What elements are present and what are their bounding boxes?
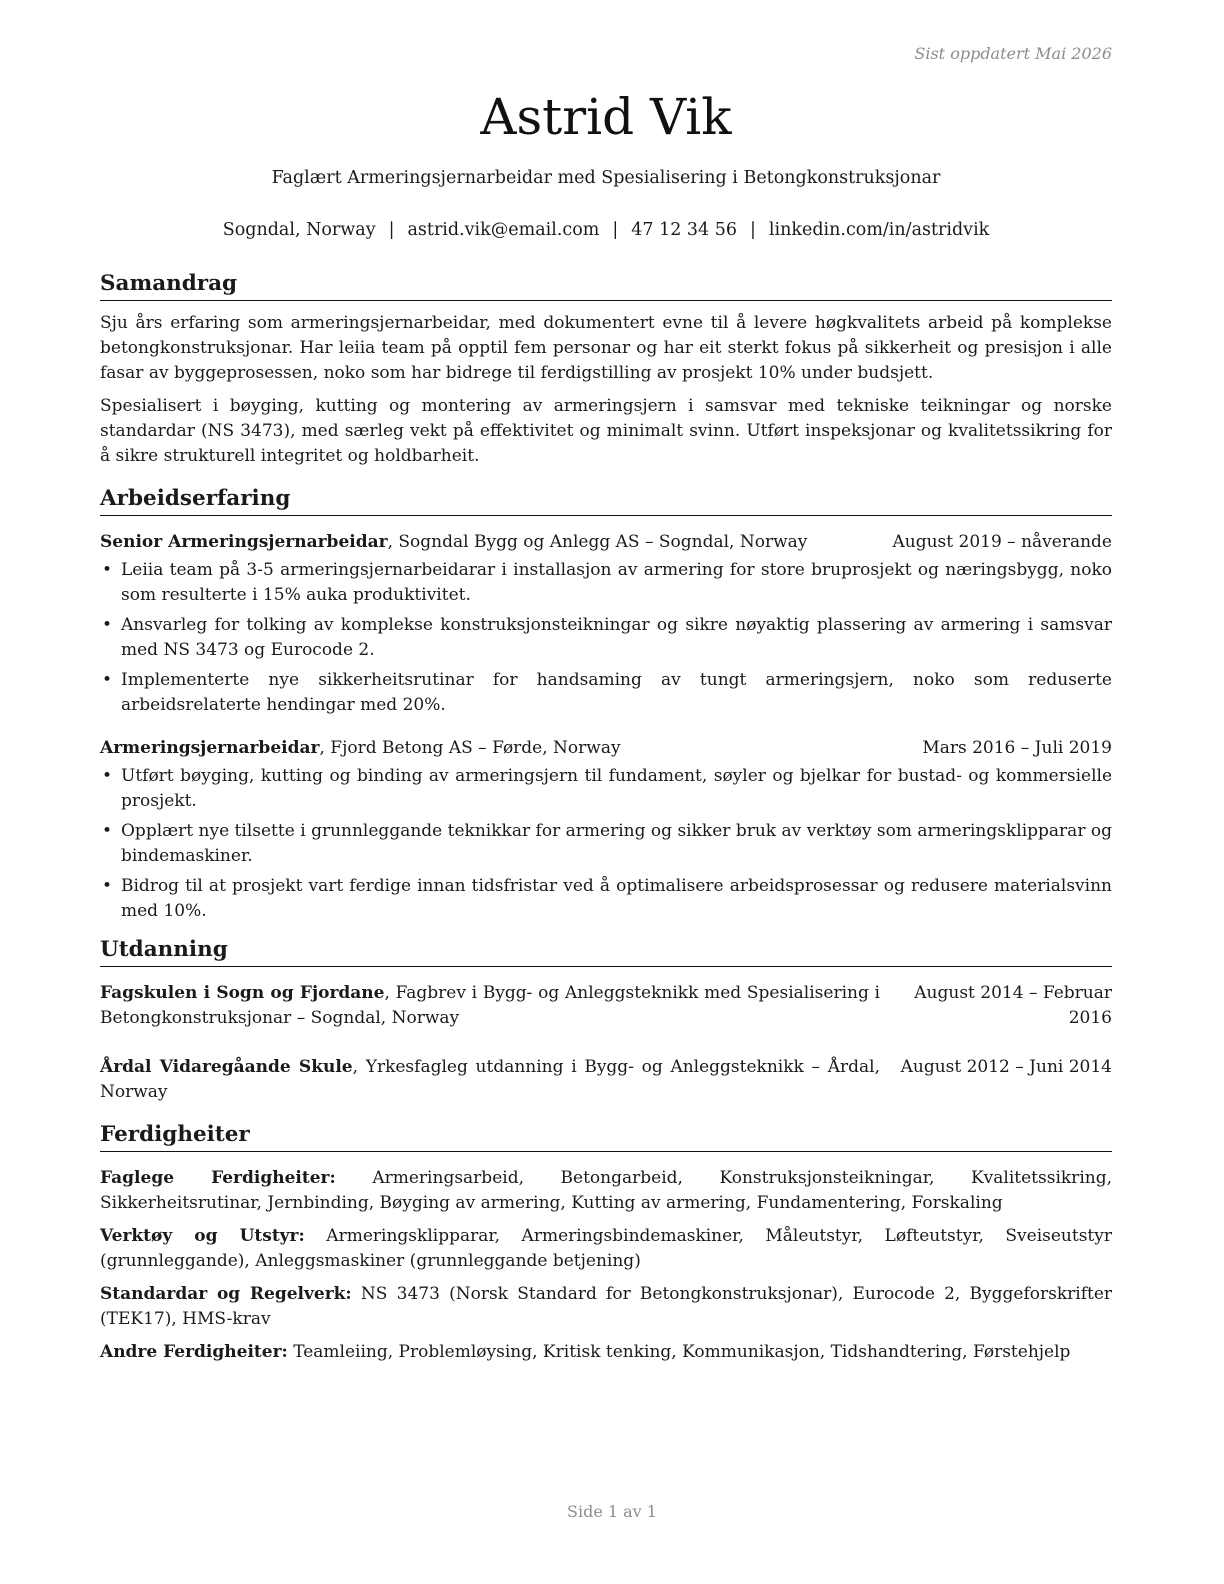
job-bullet: • Utført bøyging, kutting og binding av armeringsjern til fundament, søyler og bjelkar for bustad- og kommersielle prosjekt. <box>100 764 1112 814</box>
education-dates: August 2014 – Februar <box>914 983 1112 1003</box>
last-updated: Sist oppdatert Mai 2026 <box>914 44 1112 63</box>
education-detail: , Yrkesfagleg utdanning i Bygg- og Anleggsteknikk – Årdal, Norway <box>100 1057 880 1102</box>
contact-line <box>100 220 1112 240</box>
job-header <box>100 530 1112 555</box>
professional-title: Faglært Armeringsjernarbeidar med Spesialisering i Betongkonstruksjonar <box>271 168 941 188</box>
job-bullet: • Implementerte nye sikkerheitsrutinar for handsaming av tungt armeringsjern, noko som reduserte arbeidsrelaterte hendingar med 20%. <box>100 668 1112 718</box>
contact-email[interactable]: astrid.vik@email.com <box>407 220 600 240</box>
job-employer: , Sogndal Bygg og Anlegg AS – Sogndal, Norway <box>387 532 808 552</box>
job-dates: Mars 2016 – Juli 2019 <box>922 738 1112 758</box>
contact-phone: 47 12 34 56 <box>631 220 738 240</box>
section-title-summary: Samandrag <box>100 270 1112 301</box>
education-entry <box>100 981 1112 1031</box>
job-header <box>100 736 1112 761</box>
skill-group-label: Standardar og Regelverk: <box>100 1284 352 1304</box>
job-bullet: • Ansvarleg for tolking av komplekse konstruksjonsteikningar og sikre nøyaktig plassering av armering i samsvar med NS 3473 og Eurocode 2. <box>100 613 1112 663</box>
contact-separator: | <box>612 220 619 240</box>
contact-separator: | <box>750 220 756 240</box>
skill-group <box>100 1282 1112 1332</box>
section-title-skills: Ferdigheiter <box>100 1121 1112 1152</box>
skill-group-text: NS 3473 (Norsk Standard for Betongkonstruksjonar), Eurocode 2, Byggeforskrifter (TEK17), HMS-krav <box>100 1284 1113 1329</box>
section-title-education: Utdanning <box>100 936 1112 967</box>
skill-group-text: Armeringsarbeid, Betongarbeid, Konstruksjonsteikningar, Kvalitetssikring, Sikkerheitsrutinar, Jernbinding, Bøyging av armering, Kutting av armering, Fundamentering, Forskaling <box>100 1168 1112 1213</box>
skill-group-label: Faglege Ferdigheiter: <box>100 1168 336 1188</box>
education-dates: 2016 <box>1068 1008 1112 1028</box>
section-title-experience: Arbeidserfaring <box>100 485 1112 516</box>
job-bullet: • Opplært nye tilsette i grunnleggande teknikkar for armering og sikker bruk av verktøy som armeringsklipparar og bindemaskiner. <box>100 819 1112 869</box>
job-dates: August 2019 – nåverande <box>892 532 1112 552</box>
page-number: Side 1 av 1 <box>567 1502 657 1521</box>
contact-location: Sogndal, Norway <box>222 220 376 240</box>
education-school: Fagskulen i Sogn og Fjordane <box>100 983 385 1003</box>
summary-paragraph: Sju års erfaring som armeringsjernarbeidar, med dokumentert evne til å levere høgkvalitets arbeid på komplekse betongkonstruksjonar. Har leiia team på opptil fem personar og har eit sterkt fokus på sikkerheit og presisjon i alle fasar av byggeprosessen, noko som har bidrege til ferdigstilling av prosjekt 10% under budsjett. <box>100 313 1112 383</box>
education-dates: August 2012 – Juni 2014 <box>900 1057 1112 1077</box>
education-entry <box>100 1055 1112 1105</box>
job-role: Senior Armeringsjernarbeidar <box>100 532 388 552</box>
job-bullet: • Bidrog til at prosjekt vart ferdige innan tidsfristar ved å optimalisere arbeidsprosessar og redusere materialsvinn med 10%. <box>100 874 1112 924</box>
skill-group <box>100 1166 1112 1216</box>
skill-group-label: Verktøy og Utstyr: <box>100 1226 305 1246</box>
resume-content <box>100 270 1112 1365</box>
candidate-name: Astrid Vik <box>480 88 732 146</box>
skill-group-label: Andre Ferdigheiter: <box>100 1342 288 1362</box>
skill-group-text: Teamleiing, Problemløysing, Kritisk tenking, Kommunikasjon, Tidshandtering, Førstehjelp <box>287 1342 1071 1362</box>
skill-group <box>100 1224 1112 1274</box>
education-detail: , Fagbrev i Bygg- og Anleggsteknikk med Spesialisering i Betongkonstruksjonar – Sogndal, Norway <box>100 983 880 1028</box>
job-employer: , Fjord Betong AS – Førde, Norway <box>319 738 621 758</box>
skill-group-text: Armeringsklipparar, Armeringsbindemaskiner, Måleutstyr, Løfteutstyr, Sveiseutstyr (grunnleggande), Anleggsmaskiner (grunnleggande betjening) <box>100 1226 1112 1271</box>
summary-paragraph: Spesialisert i bøyging, kutting og montering av armeringsjern i samsvar med tekniske teikningar og norske standardar (NS 3473), med særleg vekt på effektivitet og minimalt svinn. Utført inspeksjonar og kvalitetssikring for å sikre strukturell integritet og holdbarheit. <box>100 396 1112 466</box>
job-bullets <box>100 558 1112 718</box>
job-bullet: • Leiia team på 3-5 armeringsjernarbeidarar i installasjon av armering for store bruprosjekt og næringsbygg, noko som resulterte i 15% auka produktivitet. <box>100 558 1112 608</box>
job-role: Armeringsjernarbeidar <box>100 738 320 758</box>
skill-group <box>100 1340 1112 1365</box>
contact-linkedin[interactable]: linkedin.com/in/astridvik <box>768 220 990 240</box>
contact-separator: | <box>388 220 395 240</box>
job-bullets <box>100 764 1112 924</box>
education-school: Årdal Vidaregåande Skule <box>100 1057 353 1077</box>
